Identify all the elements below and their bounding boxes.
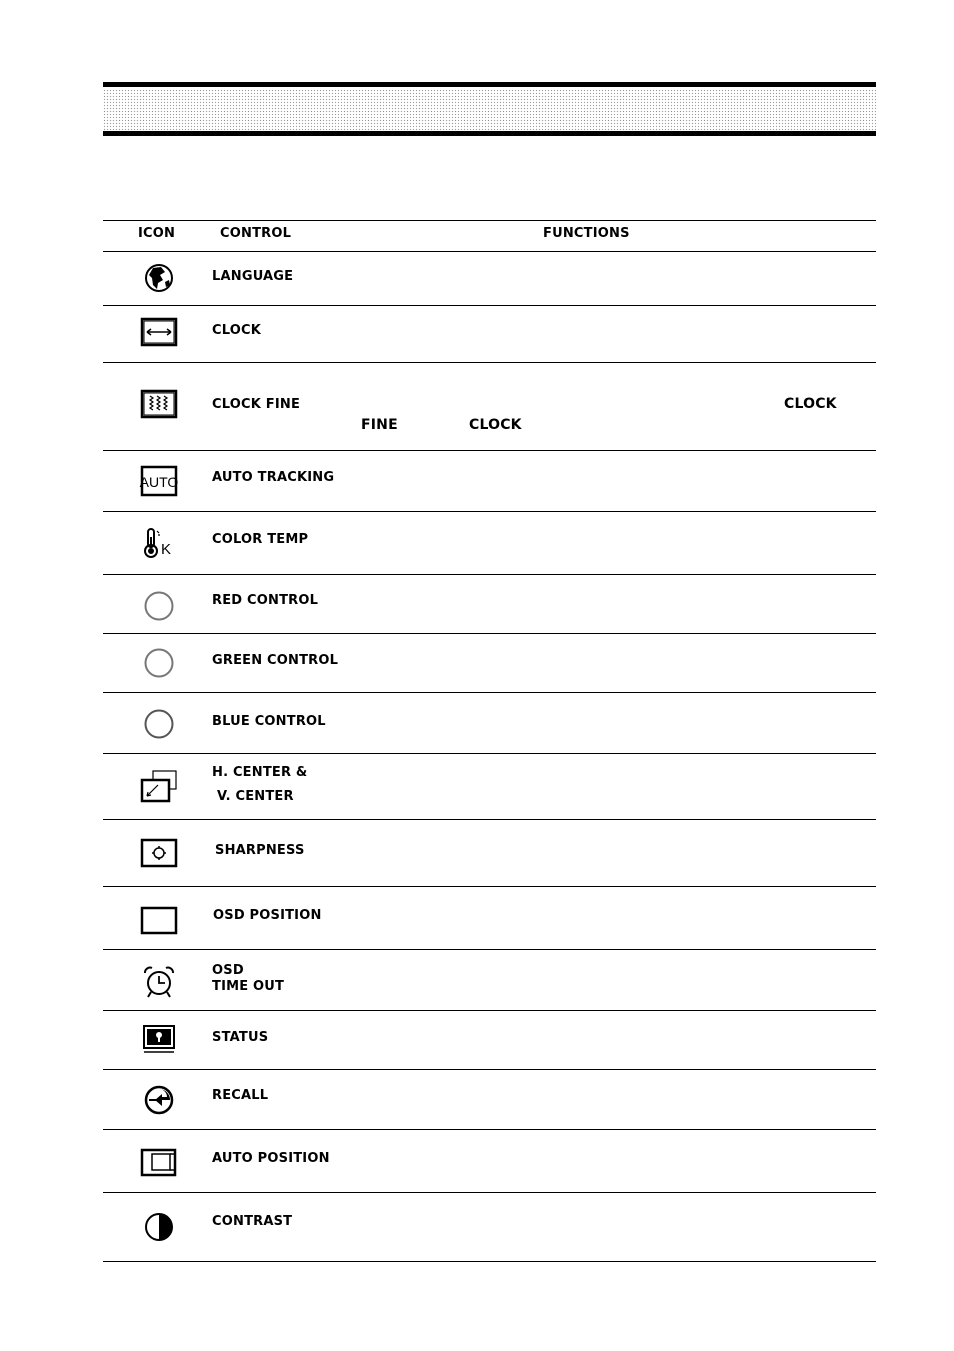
auto-box-icon: [139, 461, 179, 501]
row-label: GREEN CONTROL: [212, 653, 339, 668]
row-divider: [103, 305, 876, 306]
table-top-rule: [103, 220, 876, 221]
header-functions: FUNCTIONS: [543, 226, 630, 241]
row-divider: [103, 1129, 876, 1130]
svg-text:AUTO: AUTO: [139, 474, 179, 490]
header-control: CONTROL: [220, 226, 292, 241]
row-divider: [103, 949, 876, 950]
row-label: STATUS: [212, 1030, 269, 1045]
circle-icon: [139, 586, 179, 626]
row-divider: [103, 1069, 876, 1070]
half-circle-icon: [139, 1206, 179, 1246]
banner-bottom-rule: [103, 131, 876, 136]
overlapping-windows-icon: [139, 768, 179, 808]
row-label: CLOCK: [212, 323, 262, 338]
row-label: COLOR TEMP: [212, 532, 309, 547]
row-label: TIME OUT: [212, 979, 285, 994]
monitor-info-icon: [139, 1018, 179, 1058]
svg-text:K: K: [160, 541, 172, 558]
function-keyword: CLOCK: [469, 417, 522, 433]
circle-icon: [139, 643, 179, 683]
banner-dot-pattern: [103, 89, 876, 131]
row-label: AUTO TRACKING: [212, 470, 335, 485]
function-keyword: CLOCK: [784, 396, 837, 412]
row-label: OSD: [212, 963, 244, 978]
row-label: LANGUAGE: [212, 269, 294, 284]
thermometer-k-icon: [139, 523, 179, 563]
recall-arrow-icon: [139, 1080, 179, 1120]
row-divider: [103, 753, 876, 754]
row-label: RECALL: [212, 1088, 269, 1103]
row-divider: [103, 886, 876, 887]
header-icon: ICON: [138, 226, 176, 241]
row-label: SHARPNESS: [215, 843, 305, 858]
row-label: H. CENTER &: [212, 765, 308, 780]
row-divider: [103, 362, 876, 363]
circle-icon: [139, 704, 179, 744]
table-header-rule: [103, 251, 876, 252]
rectangle-icon: [139, 900, 179, 940]
row-divider: [103, 819, 876, 820]
row-divider: [103, 574, 876, 575]
row-label: V. CENTER: [217, 789, 294, 804]
row-divider: [103, 633, 876, 634]
row-divider: [103, 1192, 876, 1193]
row-label: CONTRAST: [212, 1214, 293, 1229]
row-divider: [103, 450, 876, 451]
horizontal-arrow-icon: [139, 312, 179, 352]
page-header-banner: [103, 82, 876, 136]
globe-icon: [139, 258, 179, 298]
row-label: OSD POSITION: [213, 908, 322, 923]
alarm-clock-icon: [139, 962, 179, 1002]
row-label: CLOCK FINE: [212, 397, 301, 412]
function-keyword: FINE: [361, 417, 398, 433]
auto-position-icon: [139, 1143, 179, 1183]
row-divider: [103, 692, 876, 693]
row-divider: [103, 511, 876, 512]
sharpness-icon: [139, 833, 179, 873]
table-bottom-rule: [103, 1261, 876, 1262]
banner-top-rule: [103, 82, 876, 87]
row-label: AUTO POSITION: [212, 1151, 330, 1166]
row-label: RED CONTROL: [212, 593, 319, 608]
wavy-lines-icon: [139, 384, 179, 424]
row-divider: [103, 1010, 876, 1011]
row-label: BLUE CONTROL: [212, 714, 326, 729]
